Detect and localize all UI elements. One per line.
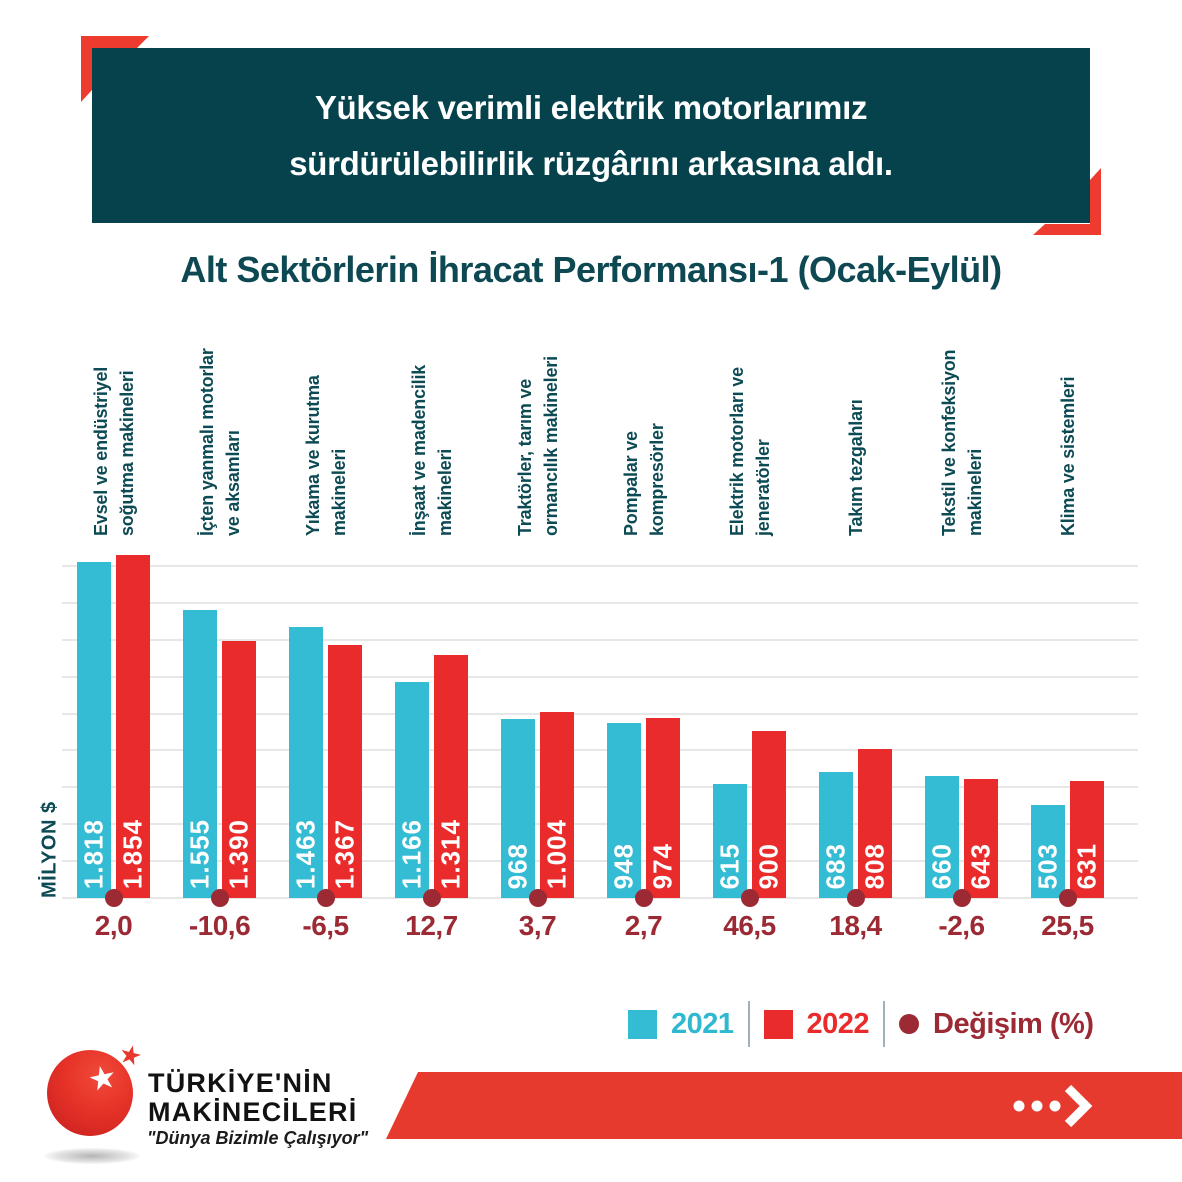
bar-value-2022-2: 1.390 bbox=[223, 818, 254, 889]
change-value-4: 12,7 bbox=[405, 910, 458, 941]
legend-swatch-2022 bbox=[764, 1010, 793, 1039]
dots-chevron-right-arrow-icon bbox=[1012, 1083, 1094, 1129]
bar-2022-4 bbox=[434, 655, 468, 898]
bar-value-2021-3: 1.463 bbox=[290, 818, 321, 889]
change-dot-4 bbox=[423, 889, 441, 907]
bar-2021-2 bbox=[183, 610, 217, 898]
bar-2022-7 bbox=[752, 731, 786, 898]
bar-value-2022-3: 1.367 bbox=[329, 818, 360, 889]
change-value-3: -6,5 bbox=[302, 910, 349, 941]
bar-value-2022-4: 1.314 bbox=[435, 818, 466, 889]
category-label-8: Takım tezgahları bbox=[845, 399, 866, 536]
footer-banner bbox=[386, 1072, 1182, 1139]
change-value-1: 2,0 bbox=[94, 910, 133, 941]
bar-2022-9 bbox=[964, 779, 998, 898]
bar-value-2021-2: 1.555 bbox=[184, 818, 215, 889]
change-value-2: -10,6 bbox=[188, 910, 251, 941]
category-label-3: Yıkama ve kurutma makineleri bbox=[302, 375, 349, 536]
change-dot-8 bbox=[847, 889, 865, 907]
bar-2022-10 bbox=[1070, 781, 1104, 898]
bar-2021-5 bbox=[501, 719, 535, 898]
bar-2021-8 bbox=[819, 772, 853, 898]
bar-value-2022-10: 631 bbox=[1071, 842, 1102, 889]
bar-2022-2 bbox=[222, 641, 256, 898]
bar-value-2021-5: 968 bbox=[502, 842, 533, 889]
bar-2022-6 bbox=[646, 718, 680, 898]
category-label-2: İçten yanmalı motorlar ve aksamları bbox=[196, 348, 243, 536]
bar-2022-5 bbox=[540, 712, 574, 898]
bar-2022-3 bbox=[328, 645, 362, 898]
change-dot-9 bbox=[953, 889, 971, 907]
bar-value-2021-4: 1.166 bbox=[396, 818, 427, 889]
brand-name-line-2: MAKİNECİLERİ bbox=[148, 1097, 358, 1127]
change-dot-6 bbox=[635, 889, 653, 907]
chart-legend bbox=[628, 1001, 1094, 1047]
bar-2021-9 bbox=[925, 776, 959, 898]
bar-value-2021-10: 503 bbox=[1032, 842, 1063, 889]
change-value-7: 46,5 bbox=[723, 910, 776, 941]
headline-line-1: Yüksek verimli elektrik motorlarımız bbox=[314, 88, 868, 126]
bar-2021-4 bbox=[395, 682, 429, 898]
legend-label-change: Değişim (%) bbox=[933, 1007, 1094, 1040]
plot-area bbox=[0, 555, 1182, 898]
change-value-9: -2,6 bbox=[938, 910, 985, 941]
change-dot-2 bbox=[211, 889, 229, 907]
bar-2022-1 bbox=[116, 555, 150, 898]
bar-value-2022-7: 900 bbox=[753, 842, 784, 889]
change-value-8: 18,4 bbox=[829, 910, 882, 941]
change-dot-7 bbox=[741, 889, 759, 907]
legend-divider bbox=[748, 1001, 750, 1047]
y-axis-label: MİLYON $ bbox=[38, 801, 61, 898]
change-value-10: 25,5 bbox=[1041, 910, 1094, 941]
brand-tagline: "Dünya Bizimle Çalışıyor" bbox=[147, 1128, 369, 1148]
change-value-6: 2,7 bbox=[624, 910, 663, 941]
legend-swatch-change bbox=[899, 1014, 919, 1034]
change-dot-10 bbox=[1059, 889, 1077, 907]
bar-value-2021-9: 660 bbox=[926, 842, 957, 889]
legend-divider bbox=[883, 1001, 885, 1047]
bar-value-2021-8: 683 bbox=[820, 842, 851, 889]
category-label-4: İnşaat ve madencilik makineleri bbox=[408, 364, 455, 536]
bar-2021-7 bbox=[713, 784, 747, 898]
category-label-10: Klima ve sistemleri bbox=[1057, 376, 1078, 536]
bar-value-2021-7: 615 bbox=[714, 842, 745, 889]
category-label-6: Pompalar ve kompresörler bbox=[620, 423, 667, 536]
bar-value-2021-1: 1.818 bbox=[78, 818, 109, 889]
legend-label-2022: 2022 bbox=[806, 1007, 870, 1040]
bar-value-2022-6: 974 bbox=[647, 842, 678, 889]
bar-2021-1 bbox=[77, 562, 111, 898]
bar-value-2022-5: 1.004 bbox=[541, 818, 572, 889]
chart-title: Alt Sektörlerin İhracat Performansı-1 (Ocak-Eylül) bbox=[180, 249, 1002, 290]
bar-2021-3 bbox=[289, 627, 323, 898]
category-label-9: Tekstil ve konfeksiyon makineleri bbox=[938, 349, 985, 536]
change-dot-3 bbox=[317, 889, 335, 907]
bar-2021-10 bbox=[1031, 805, 1065, 898]
category-label-5: Traktörler, tarım ve ormancılık makineleri bbox=[514, 356, 561, 536]
bar-value-2022-8: 808 bbox=[859, 842, 890, 889]
star-icon: ★ bbox=[84, 1057, 121, 1099]
bar-value-2022-1: 1.854 bbox=[117, 818, 148, 889]
category-label-7: Elektrik motorları ve jeneratörler bbox=[726, 367, 773, 536]
bar-value-2022-9: 643 bbox=[965, 842, 996, 889]
bar-value-2021-6: 948 bbox=[608, 842, 639, 889]
bar-2022-8 bbox=[858, 749, 892, 898]
brand-name-line-1: TÜRKİYE'NİN bbox=[148, 1068, 333, 1098]
bar-2021-6 bbox=[607, 723, 641, 898]
legend-swatch-2021 bbox=[628, 1010, 657, 1039]
legend-label-2021: 2021 bbox=[671, 1007, 734, 1040]
small-star-icon: ★ bbox=[115, 1037, 146, 1073]
headline-line-2: sürdürülebilirlik rüzgârını arkasına aldı. bbox=[289, 144, 893, 182]
category-label-1: Evsel ve endüstriyel soğutma makineleri bbox=[90, 366, 137, 536]
change-dot-5 bbox=[529, 889, 547, 907]
change-dot-1 bbox=[105, 889, 123, 907]
change-value-5: 3,7 bbox=[518, 910, 557, 941]
